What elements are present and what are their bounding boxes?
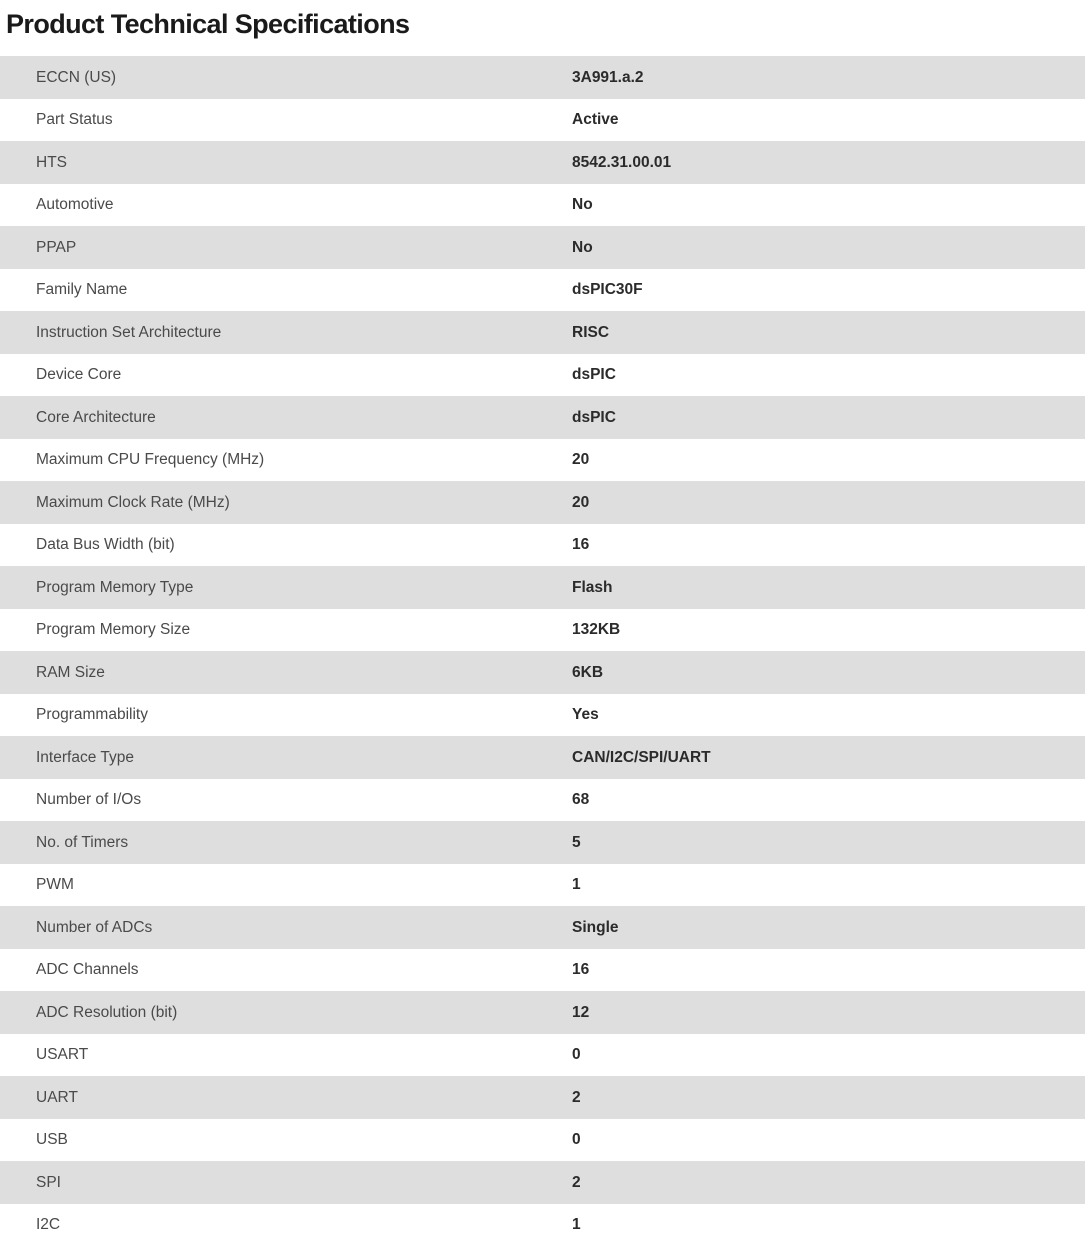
table-row (0, 609, 1085, 652)
spec-label: HTS (0, 141, 566, 184)
spec-label: ADC Channels (0, 949, 566, 992)
spec-value: 5 (566, 821, 1085, 864)
table-row (0, 1161, 1085, 1204)
table-row (0, 949, 1085, 992)
spec-value: 2 (566, 1161, 1085, 1204)
table-row (0, 1034, 1085, 1077)
spec-label: Programmability (0, 694, 566, 737)
spec-value: 20 (566, 481, 1085, 524)
spec-value: CAN/I2C/SPI/UART (566, 736, 1085, 779)
spec-value: Yes (566, 694, 1085, 737)
table-row (0, 226, 1085, 269)
specifications-table-body (0, 56, 1085, 1246)
spec-label: No. of Timers (0, 821, 566, 864)
spec-label: Automotive (0, 184, 566, 227)
table-row (0, 396, 1085, 439)
spec-value: 3A991.a.2 (566, 56, 1085, 99)
spec-value: 2 (566, 1076, 1085, 1119)
table-row (0, 184, 1085, 227)
spec-value: 1 (566, 1204, 1085, 1247)
spec-label: Number of ADCs (0, 906, 566, 949)
spec-label: Maximum CPU Frequency (MHz) (0, 439, 566, 482)
spec-label: ADC Resolution (bit) (0, 991, 566, 1034)
spec-value: 8542.31.00.01 (566, 141, 1085, 184)
spec-value: No (566, 184, 1085, 227)
spec-label: Program Memory Type (0, 566, 566, 609)
spec-label: Data Bus Width (bit) (0, 524, 566, 567)
table-row (0, 1076, 1085, 1119)
table-row (0, 991, 1085, 1034)
spec-value: dsPIC (566, 396, 1085, 439)
page-title: Product Technical Specifications (6, 9, 410, 39)
specifications-table (0, 56, 1085, 1246)
spec-value: 0 (566, 1034, 1085, 1077)
table-row (0, 779, 1085, 822)
spec-value: 132KB (566, 609, 1085, 652)
table-row (0, 694, 1085, 737)
table-row (0, 141, 1085, 184)
spec-value: RISC (566, 311, 1085, 354)
spec-label: Number of I/Os (0, 779, 566, 822)
spec-value: 68 (566, 779, 1085, 822)
table-row (0, 821, 1085, 864)
spec-label: USART (0, 1034, 566, 1077)
spec-label: Program Memory Size (0, 609, 566, 652)
spec-value: dsPIC30F (566, 269, 1085, 312)
spec-label: Family Name (0, 269, 566, 312)
table-row (0, 311, 1085, 354)
spec-value: 16 (566, 524, 1085, 567)
spec-value: 12 (566, 991, 1085, 1034)
spec-label: SPI (0, 1161, 566, 1204)
spec-label: Maximum Clock Rate (MHz) (0, 481, 566, 524)
spec-label: Device Core (0, 354, 566, 397)
spec-value: Active (566, 99, 1085, 142)
table-row (0, 651, 1085, 694)
spec-value: 0 (566, 1119, 1085, 1162)
spec-label: RAM Size (0, 651, 566, 694)
table-row (0, 864, 1085, 907)
spec-label: Interface Type (0, 736, 566, 779)
spec-label: Instruction Set Architecture (0, 311, 566, 354)
spec-label: ECCN (US) (0, 56, 566, 99)
table-row (0, 906, 1085, 949)
spec-value: No (566, 226, 1085, 269)
spec-value: 6KB (566, 651, 1085, 694)
table-row (0, 1119, 1085, 1162)
table-row (0, 524, 1085, 567)
table-row (0, 566, 1085, 609)
spec-value: 1 (566, 864, 1085, 907)
table-row (0, 56, 1085, 99)
spec-label: PPAP (0, 226, 566, 269)
table-row (0, 99, 1085, 142)
spec-label: USB (0, 1119, 566, 1162)
table-row (0, 269, 1085, 312)
table-row (0, 736, 1085, 779)
spec-label: Core Architecture (0, 396, 566, 439)
spec-label: Part Status (0, 99, 566, 142)
spec-label: PWM (0, 864, 566, 907)
spec-value: 16 (566, 949, 1085, 992)
table-row (0, 354, 1085, 397)
spec-value: 20 (566, 439, 1085, 482)
table-row (0, 439, 1085, 482)
spec-value: dsPIC (566, 354, 1085, 397)
table-row (0, 1204, 1085, 1247)
spec-label: I2C (0, 1204, 566, 1247)
spec-value: Flash (566, 566, 1085, 609)
table-row (0, 481, 1085, 524)
spec-label: UART (0, 1076, 566, 1119)
spec-value: Single (566, 906, 1085, 949)
